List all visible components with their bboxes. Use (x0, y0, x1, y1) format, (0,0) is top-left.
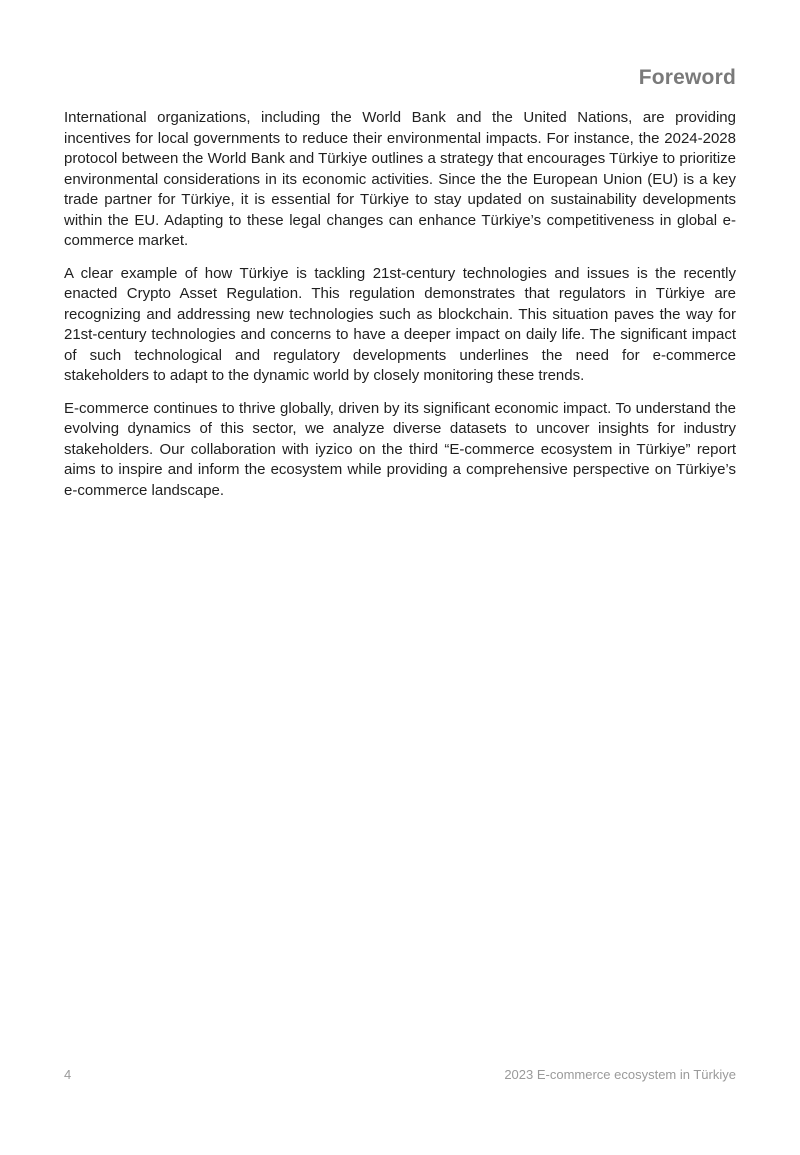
paragraph: International organizations, including the World Bank and the United Nations, are providing incentives for local governments to reduce their environmental impacts. For instance, the 2024-2028 protocol between the World Bank and Türkiye outlines a strategy that encourages Türkiye to prioritize environmental considerations in its economic activities. Since the the European Union (EU) is a key trade partner for Türkiye, it is essential for Türkiye to stay updated on sustainability developments within the EU. Adapting to these legal changes can enhance Türkiye’s competitiveness in global e-commerce market. (64, 109, 736, 249)
paragraph: A clear example of how Türkiye is tackling 21st-century technologies and issues is the recently enacted Crypto Asset Regulation. This regulation demonstrates that regulators in Türkiye are recognizing and addressing new technologies such as blockchain. This situation paves the way for 21st-century technologies and concerns to have a deeper impact on daily life. The significant impact of such technological and regulatory developments underlines the need for e-commerce stakeholders to adapt to the dynamic world by closely monitoring these trends. (64, 264, 736, 384)
paragraph: E-commerce continues to thrive globally, driven by its significant economic impact. To understand the evolving dynamics of this sector, we analyze diverse datasets to uncover insights for industry stakeholders. Our collaboration with iyzico on the third “E-commerce ecosystem in Türkiye” report aims to inspire and inform the ecosystem while providing a comprehensive perspective on Türkiye’s e-commerce landscape. (64, 399, 736, 499)
foreword-body (64, 108, 736, 513)
section-title: Foreword (638, 66, 736, 89)
page-footer (64, 1067, 736, 1087)
footer-document-title: 2023 E-commerce ecosystem in Türkiye (504, 1067, 736, 1082)
page-number: 4 (64, 1067, 72, 1082)
